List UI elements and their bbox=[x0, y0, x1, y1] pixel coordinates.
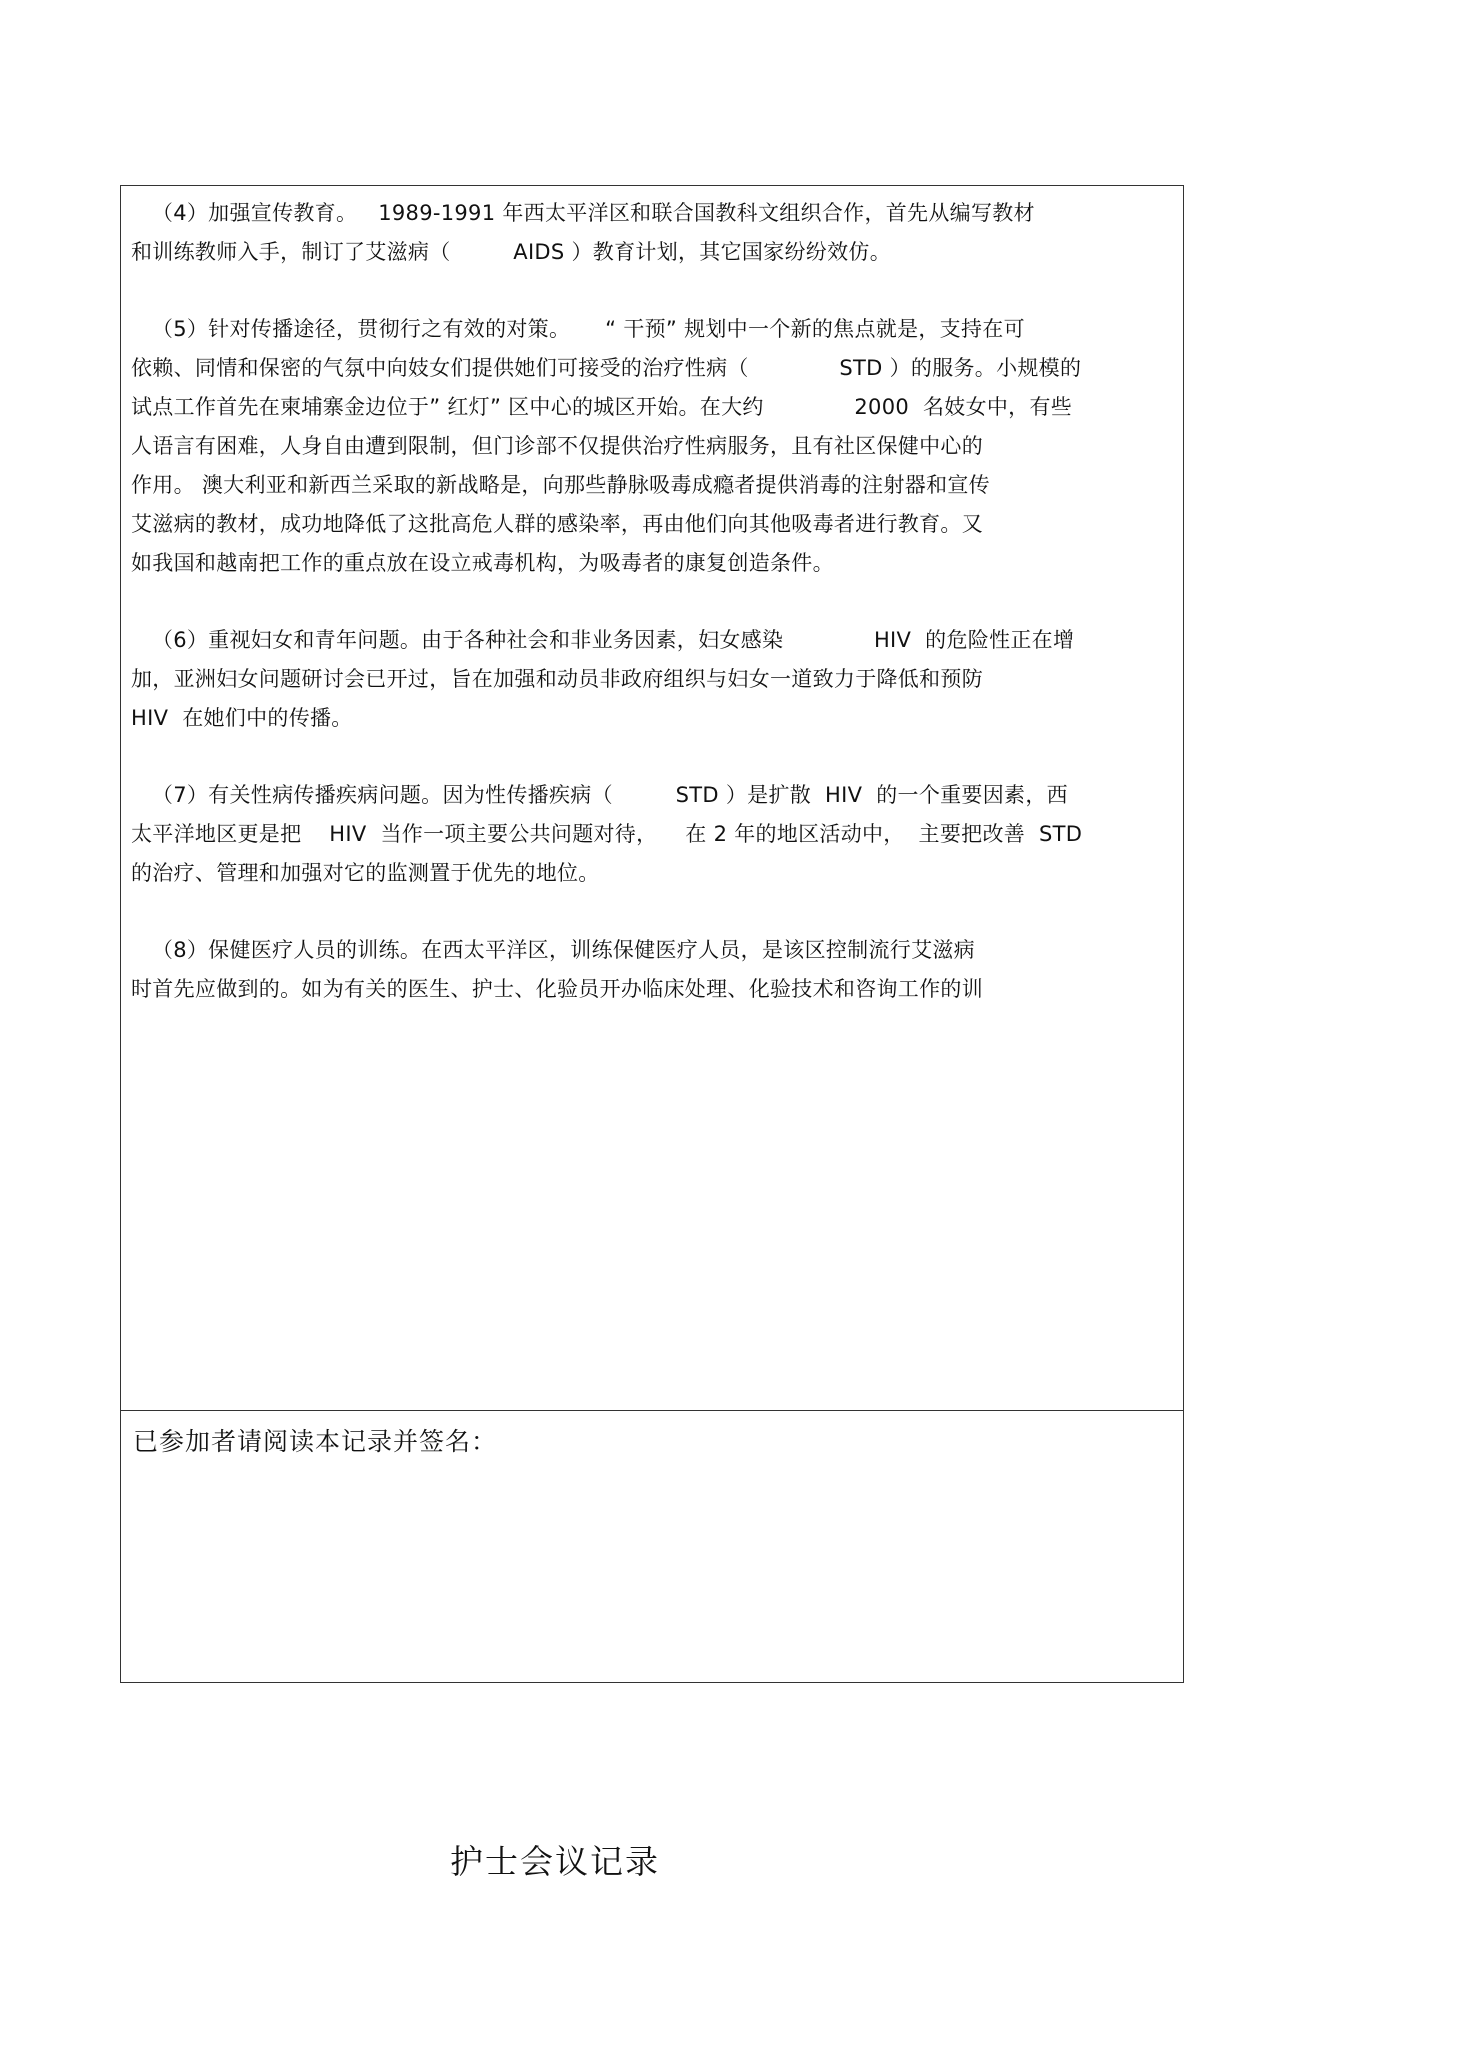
document-title: 护士会议记录 bbox=[450, 1842, 660, 1881]
text-line: HIV 在她们中的传播。 bbox=[131, 706, 353, 730]
record-content-cell bbox=[121, 186, 1183, 1411]
paragraph-7 bbox=[131, 776, 1173, 893]
paragraph-6 bbox=[131, 621, 1173, 738]
text-line: 和训练教师入手，制订了艾滋病（ AIDS ）教育计划，其它国家纷纷效仿。 bbox=[131, 240, 892, 264]
text-line: （5）针对传播途径，贯彻行之有效的对策。 “ 干预” 规划中一个新的焦点就是，支持在可 bbox=[131, 317, 1025, 341]
text-line: （8）保健医疗人员的训练。在西太平洋区，训练保健医疗人员，是该区控制流行艾滋病 bbox=[131, 938, 975, 962]
signature-label: 已参加者请阅读本记录并签名： bbox=[133, 1427, 498, 1456]
text-line: 艾滋病的教材，成功地降低了这批高危人群的感染率，再由他们向其他吸毒者进行教育。又 bbox=[131, 512, 983, 536]
text-line: 试点工作首先在柬埔寨金边位于” 红灯” 区中心的城区开始。在大约 2000 名妓女中，有些 bbox=[131, 395, 1073, 419]
text-line: （4）加强宣传教育。 1989-1991 年西太平洋区和联合国教科文组织合作，首先从编写教材 bbox=[131, 201, 1035, 225]
text-line: 太平洋地区更是把 HIV 当作一项主要公共问题对待， 在 2 年的地区活动中， 主要把改善 STD bbox=[131, 822, 1083, 846]
text-line: 如我国和越南把工作的重点放在设立戒毒机构，为吸毒者的康复创造条件。 bbox=[131, 551, 834, 575]
paragraph-8 bbox=[131, 931, 1173, 1009]
text-line: （7）有关性病传播疾病问题。因为性传播疾病（ STD ）是扩散 HIV 的一个重要因素，西 bbox=[131, 783, 1068, 807]
text-line: 加，亚洲妇女问题研讨会已开过，旨在加强和动员非政府组织与妇女一道致力于降低和预防 bbox=[131, 667, 983, 691]
paragraph-4 bbox=[131, 194, 1173, 272]
text-line: 人语言有困难，人身自由遭到限制，但门诊部不仅提供治疗性病服务，且有社区保健中心的 bbox=[131, 434, 983, 458]
text-line: （6）重视妇女和青年问题。由于各种社会和非业务因素，妇女感染 HIV 的危险性正在增 bbox=[131, 628, 1075, 652]
text-line: 的治疗、管理和加强对它的监测置于优先的地位。 bbox=[131, 861, 600, 885]
text-line: 作用。 澳大利亚和新西兰采取的新战略是，向那些静脉吸毒成瘾者提供消毒的注射器和宣传 bbox=[131, 473, 990, 497]
paragraph-5 bbox=[131, 310, 1173, 583]
signature-cell[interactable] bbox=[121, 1411, 1183, 1682]
meeting-record-table bbox=[120, 185, 1184, 1683]
text-line: 依赖、同情和保密的气氛中向妓女们提供她们可接受的治疗性病（ STD ）的服务。小规模的 bbox=[131, 356, 1082, 380]
text-line: 时首先应做到的。如为有关的医生、护士、化验员开办临床处理、化验技术和咨询工作的训 bbox=[131, 977, 983, 1001]
